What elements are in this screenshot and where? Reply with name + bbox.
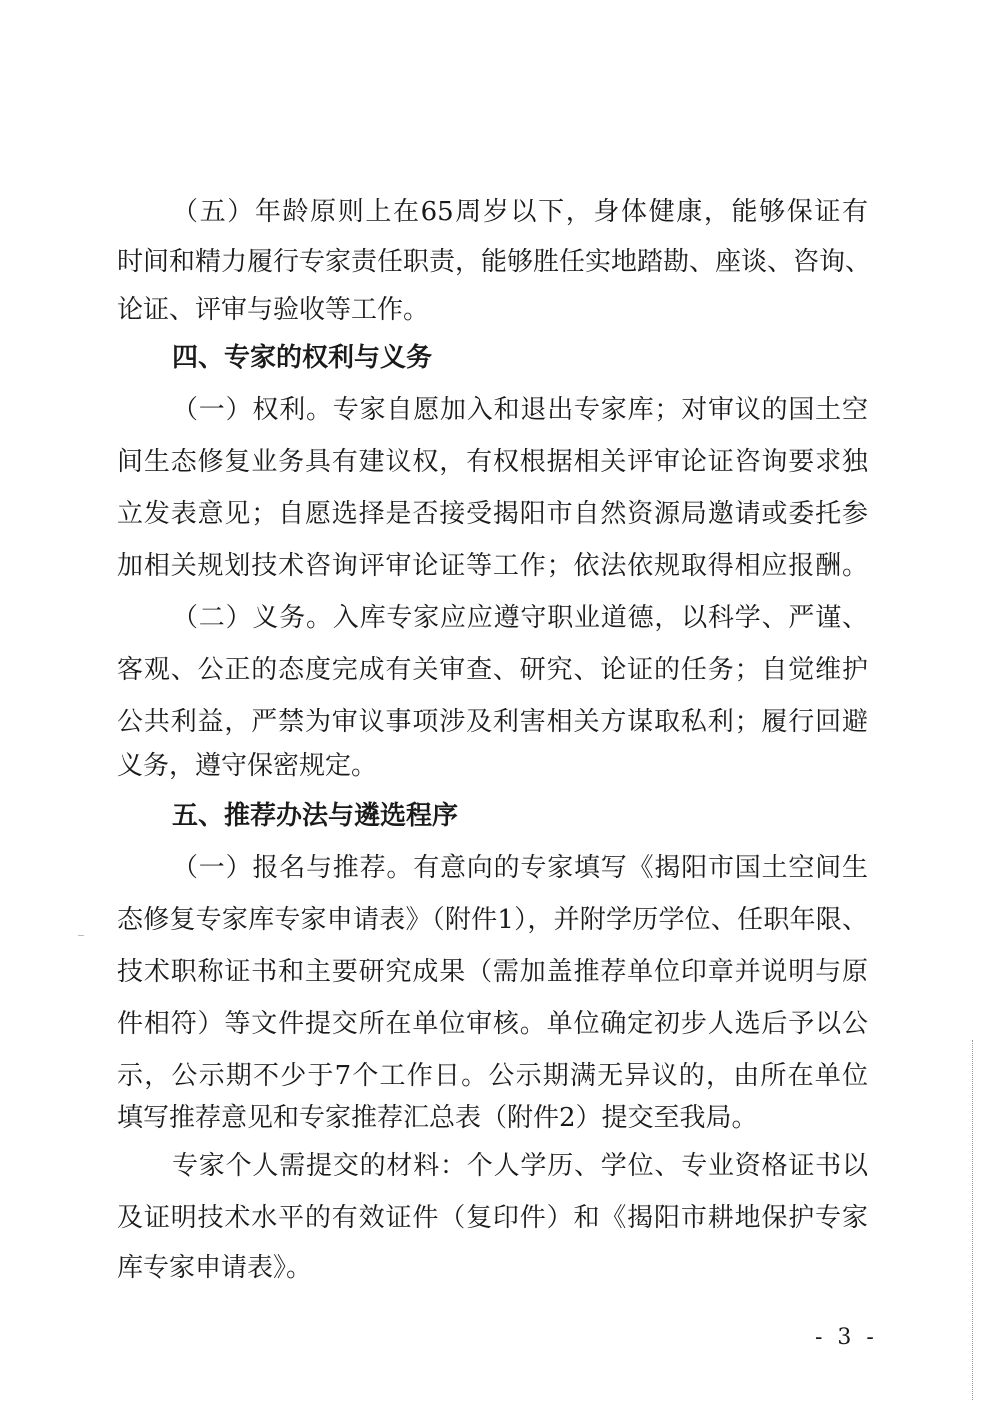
paragraph-line: （五）年龄原则上在65周岁以下，身体健康，能够保证有 [172,197,868,227]
paragraph-line: 专家个人需提交的材料：个人学历、学位、专业资格证书以 [172,1151,868,1181]
paragraph-line: 立发表意见；自愿选择是否接受揭阳市自然资源局邀请或委托参 [117,499,868,529]
page-number: - 3 - [815,1325,878,1350]
paragraph-line: 加相关规划技术咨询评审论证等工作；依法依规取得相应报酬。 [117,551,868,581]
section-heading: 四、专家的权利与义务 [172,343,433,373]
paragraph-line: 态修复专家库专家申请表》（附件1），并附学历学位、任职年限、 [117,905,868,935]
paragraph-line: 客观、公正的态度完成有关审查、研究、论证的任务；自觉维护 [117,655,868,685]
paragraph-line: （二）义务。入库专家应应遵守职业道德，以科学、严谨、 [172,603,868,633]
paragraph-line: 间生态修复业务具有建议权，有权根据相关评审论证咨询要求独 [117,447,868,477]
paragraph-line: 时间和精力履行专家责任职责，能够胜任实地踏勘、座谈、咨询、 [117,247,872,277]
scan-edge-line [972,1040,973,1400]
scan-mark [78,935,84,936]
paragraph-line: 示，公示期不少于7个工作日。公示期满无异议的，由所在单位 [117,1061,868,1091]
paragraph-line: （一）权利。专家自愿加入和退出专家库；对审议的国土空 [172,395,868,425]
paragraph-line: 公共利益，严禁为审议事项涉及利害相关方谋取私利；履行回避 [117,707,868,737]
paragraph-line: 库专家申请表》。 [117,1253,313,1283]
paragraph-line: 件相符）等文件提交所在单位审核。单位确定初步人选后予以公 [117,1009,868,1039]
paragraph-line: 填写推荐意见和专家推荐汇总表（附件2）提交至我局。 [117,1103,758,1133]
section-heading: 五、推荐办法与遴选程序 [172,801,459,831]
paragraph-line: 技术职称证书和主要研究成果（需加盖推荐单位印章并说明与原 [117,957,868,987]
paragraph-line: （一）报名与推荐。有意向的专家填写《揭阳市国土空间生 [172,853,868,883]
paragraph-line: 论证、评审与验收等工作。 [117,295,430,325]
paragraph-line: 及证明技术水平的有效证件（复印件）和《揭阳市耕地保护专家 [117,1203,868,1233]
paragraph-line: 义务，遵守保密规定。 [117,751,378,781]
